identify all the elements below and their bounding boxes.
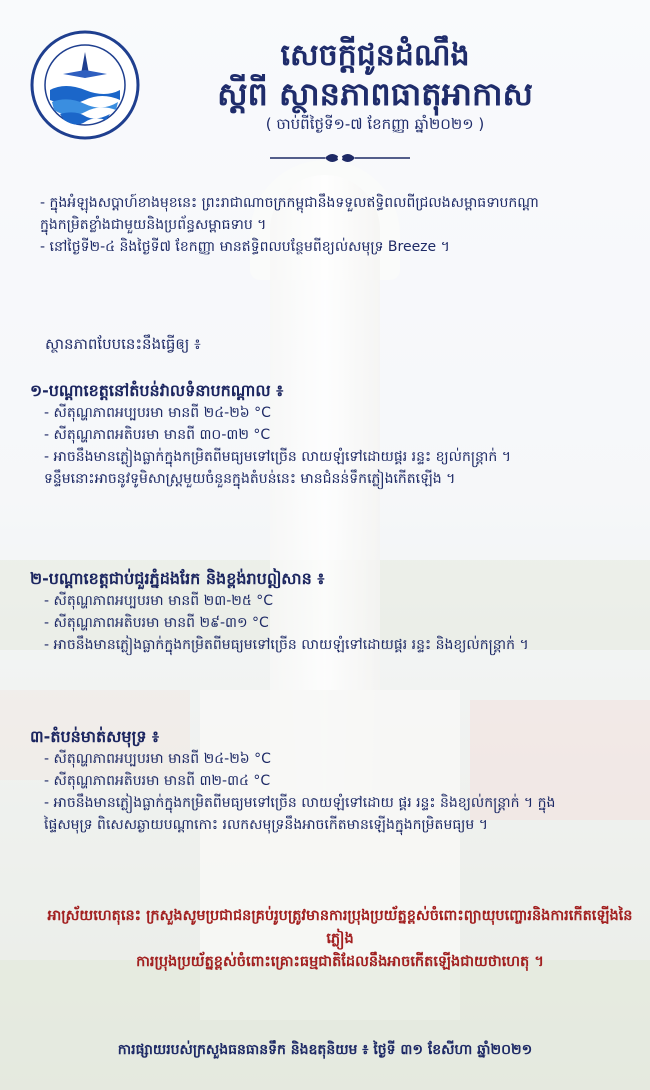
section-mountains-plateau xyxy=(30,568,630,656)
ornament-divider-icon xyxy=(270,148,410,168)
title-line-1: សេចក្តីជូនដំណឹង xyxy=(280,38,470,73)
date-range-subtitle: ( ចាប់ពីថ្ងៃទី១-៧ ខែកញ្ញា ឆ្នាំ២០២១ ) xyxy=(265,115,485,133)
section-central-plains xyxy=(30,380,630,490)
section-item: - អាចនឹងមានភ្លៀងធ្លាក់ក្នុងកម្រិតពីមធ្យមទៅច្រើន លាយឡំទៅដោយផ្គរ រន្ទះ ខ្យល់កន្ត្រាក់ ។ xyxy=(44,449,511,465)
section-heading: ១-បណ្តាខេត្តនៅតំបន់វាលទំនាបកណ្តាល ៖ xyxy=(30,381,284,400)
intro-line: - នៅថ្ងៃទី២-៤ និងថ្ងៃទី៧ ខែកញ្ញា មានឥទ្ធិពលបន្ថែមពីខ្យល់សមុទ្រ Breeze ។ xyxy=(40,239,450,255)
section-heading: ៣-តំបន់មាត់សមុទ្រ ៖ xyxy=(30,727,160,746)
intro-line: ក្នុងកម្រិតខ្លាំងជាមួយនិងប្រព័ន្ធសម្ពាធទាប ។ xyxy=(40,217,267,233)
section-item: - សីតុណ្ហភាពអប្បបរមា មានពី ២៤-២៦ °C xyxy=(44,751,271,767)
ministry-logo-icon xyxy=(30,30,140,140)
intro-line: - ក្នុងអំឡុងសប្តាហ៍ខាងមុខនេះ ព្រះរាជាណាចក្រកម្ពុជានឹងទទួលឥទ្ធិពលពីជ្រលងសម្ពាធទាបកណ្តា xyxy=(40,195,539,211)
section-item: ទន្ទឹមនោះអាចនូវទូមិសាស្ត្រមួយចំនួនក្នុងតំបន់នេះ មានជំនន់ទឹកភ្លៀងកើតឡើង ។ xyxy=(44,471,456,487)
title-line-2: ស្តីពី ស្ថានភាពធាតុអាកាស xyxy=(217,75,533,113)
section-coastal xyxy=(30,726,630,836)
lead-sentence: ស្ថានភាពបែបនេះនឹងធ្វើឲ្យ ៖ xyxy=(45,335,201,353)
warning-notice xyxy=(40,905,640,974)
section-item: - សីតុណ្ហភាពអតិបរមា មានពី ៣០-៣២ °C xyxy=(44,427,271,443)
publication-footer: ការផ្សាយរបស់ក្រសួងធនធានទឹក និងឧតុនិយម ៖ ថ្ងៃទី ៣១ ខែសីហា ឆ្នាំ២០២១ xyxy=(117,1042,533,1058)
notice-line: ការប្រុងប្រយ័ត្នខ្ពស់ចំពោះគ្រោះធម្មជាតិដែលនឹងអាចកើតឡើងជាយថាហេតុ ។ xyxy=(136,954,544,970)
section-heading: ២-បណ្តាខេត្តជាប់ជួរភ្នំដងរែក និងខ្ពង់រាបឦសាន ៖ xyxy=(30,569,325,588)
section-item: - សីតុណ្ហភាពអប្បបរមា មានពី ២៣-២៥ °C xyxy=(44,593,273,609)
section-item: - អាចនឹងមានភ្លៀងធ្លាក់ក្នុងកម្រិតពីមធ្យមទៅច្រើន លាយឡំទៅដោយផ្គរ រន្ទះ និងខ្យល់កន្ត្រាក់ ។ xyxy=(44,637,529,653)
section-item: - អាចនឹងមានភ្លៀងធ្លាក់ក្នុងកម្រិតពីមធ្យមទៅច្រើន លាយឡំទៅដោយ ផ្គរ រន្ទះ និងខ្យល់កន្ត្រាក់ ។ ក្នុង xyxy=(44,795,556,811)
section-item: ផ្ទៃសមុទ្រ ពិសេសឆ្ងាយបណ្តាកោះ រលកសមុទ្រនឹងអាចកើតមានឡើងក្នុងកម្រិតមធ្យម ។ xyxy=(44,817,488,833)
section-item: - សីតុណ្ហភាពអតិបរមា មានពី ៣២-៣៤ °C xyxy=(44,773,271,789)
notice-line: អាស្រ័យហេតុនេះ ក្រសួងសូមប្រជាជនគ្រប់រូបត្រូវមានការប្រុងប្រយ័ត្នខ្ពស់ចំពោះព្យាយុបញ្ចោរនិងការកើតឡើងនៃភ្លៀង xyxy=(47,908,633,947)
section-item: - សីតុណ្ហភាពអតិបរមា មានពី ២៩-៣១ °C xyxy=(44,615,269,631)
section-item: - សីតុណ្ហភាពអប្បបរមា មានពី ២៤-២៦ °C xyxy=(44,405,271,421)
intro-paragraph xyxy=(30,192,630,258)
